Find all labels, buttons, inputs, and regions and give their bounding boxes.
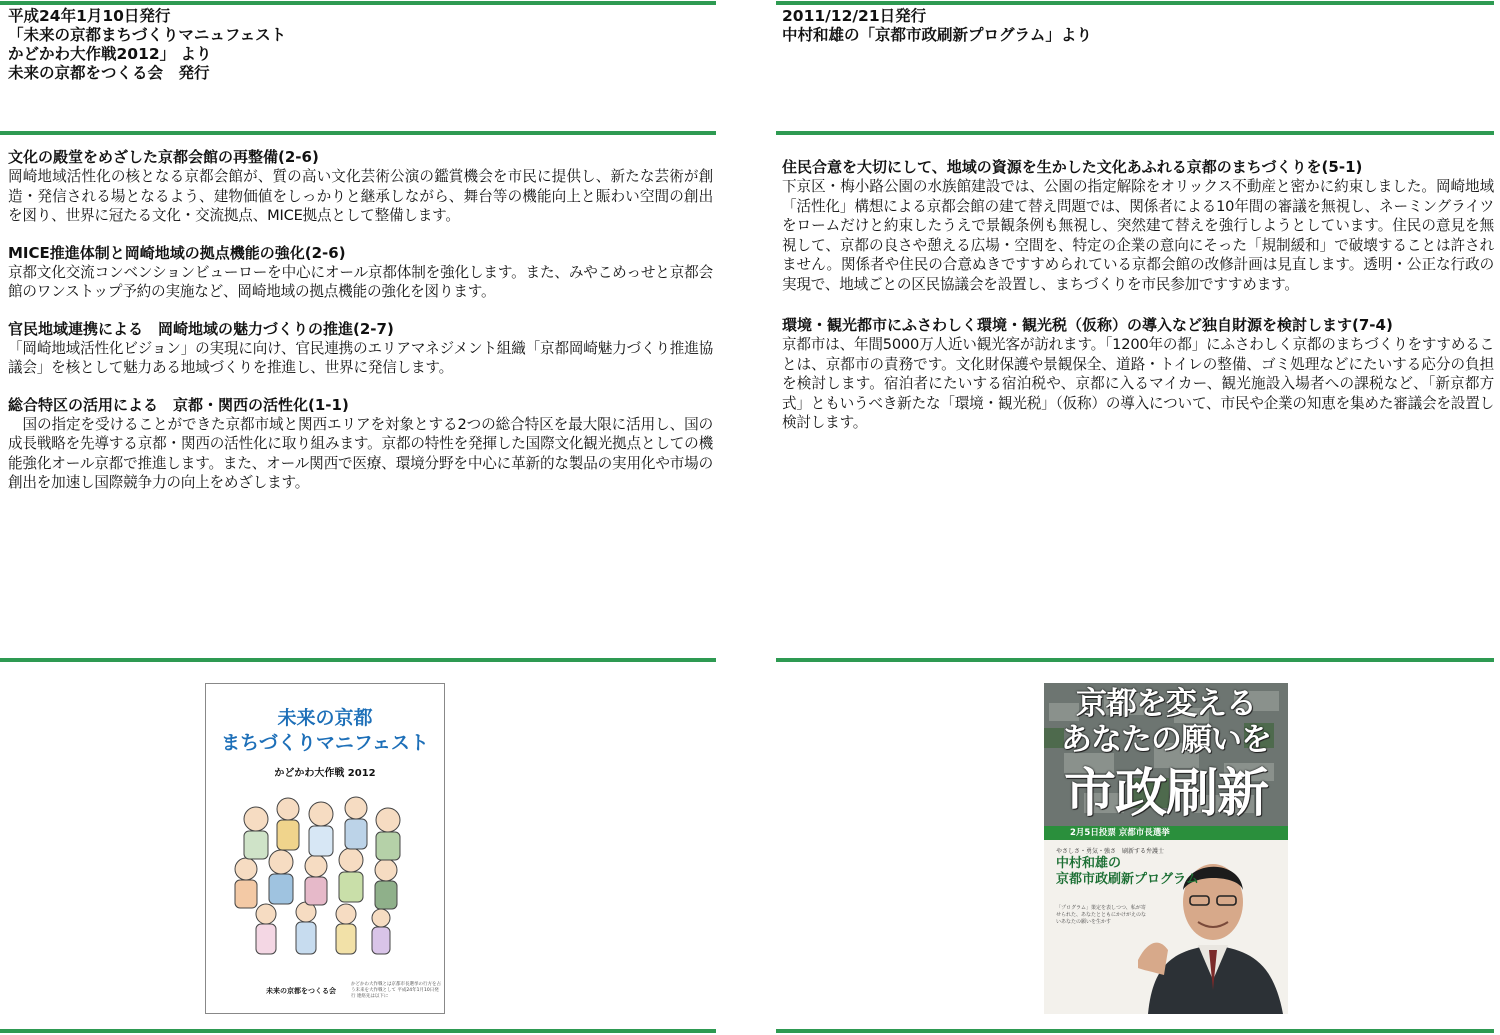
divider bbox=[0, 658, 716, 662]
divider bbox=[776, 131, 1494, 135]
section-body: 京都市は、年間5000万人近い観光客が訪れます。「1200年の都」にふさわしく京都のまちづくりをすすめることは、京都市の責務です。文化財保護や景観保全、道路・トイレの整備、ゴミ処理などにたいする応分の負担を検討します。宿泊者にたいする宿泊税や、京都に入るマイカー、観光施設入場者への課税など、「新京都方式」ともいうべき新たな「環境・観光税」（仮称）の導入について、市民や企業の知恵を集めた審議会を設置し検討します。 bbox=[782, 336, 1494, 431]
section-title: 文化の殿堂をめざした京都会館の再整備(2-6) bbox=[8, 148, 319, 166]
divider bbox=[0, 131, 716, 135]
right-header-line: 2011/12/21日発行 bbox=[782, 7, 927, 25]
divider bbox=[776, 658, 1494, 662]
section bbox=[8, 396, 713, 493]
section-title: MICE推進体制と岡崎地域の拠点機能の強化(2-6) bbox=[8, 243, 346, 262]
cover-publisher: 未来の京都をつくる会 bbox=[266, 987, 336, 995]
section-body: 岡崎地域活性化の核となる京都会館が、質の高い文化芸術公演の鑑賞機会を市民に提供し、新たな芸術が創造・発信される場となるよう、建物価値をしっかりと継承しながら、舞台等の機能向上と賑わい空間の創出を図り、世界に冠たる文化・交流拠点、MICE拠点として整備します。 bbox=[8, 168, 713, 224]
section bbox=[8, 244, 713, 302]
right-sections bbox=[782, 158, 1494, 451]
cover-tagline: やさしさ・勇気・強さ 刷新する弁護士 bbox=[1056, 848, 1165, 855]
people-illustration bbox=[206, 784, 444, 974]
cover-election-band: 2月5日投票 京都市長選挙 bbox=[1044, 826, 1288, 840]
left-sections bbox=[8, 148, 713, 511]
section-body: 国の指定を受けることができた京都市域と関西エリアを対象とする2つの総合特区を最大限に活用し、国の成長戦略を先導する京都・関西の活性化に取り組みます。京都の特性を発揮した国際文化観光拠点としての機能強化オール京都で推進します。また、オール関西で医療、環境分野を中心に革新的な製品の実用化や市場の創出を加速し国際競争力の向上をめざします。 bbox=[8, 415, 713, 491]
cover-headline-1: 京都を変える bbox=[1076, 686, 1256, 722]
divider bbox=[776, 1029, 1494, 1033]
section bbox=[8, 320, 713, 378]
cover-title: 未来の京都 まちづくりマニフェスト bbox=[221, 707, 429, 754]
cover-program-title: 中村和雄の 京都市政刷新プログラム bbox=[1056, 856, 1199, 887]
section-body: 「岡崎地域活性化ビジョン」の実現に向け、官民連携のエリアマネジメント組織「京都岡崎魅力づくり推進協議会」を核として魅力ある地域づくりを推進し、世界に発信します。 bbox=[8, 339, 713, 376]
cover-headline-2: あなたの願いを bbox=[1061, 722, 1271, 758]
cover-quote: 「プログラム」策定を表しつつ、私が寄せられた、あなたとともにかけがえのないあなたの願いを生かす bbox=[1056, 905, 1147, 925]
section bbox=[782, 316, 1494, 433]
section-body: 下京区・梅小路公園の水族館建設では、公園の指定解除をオリックス不動産と密かに約束しました。岡崎地域「活性化」構想による京都会館の建て替え問題では、関係者による10年間の審議を無視し、ネーミングライツをロームだけと約束したうえで景観条例も無視し、突然建て替えを強行しようとしています。住民の意見を無視して、京都の良さや憩える広場・空間を、特定の企業の意向にそった「規制緩和」で破壊することは許されません。関係者や住民の合意ぬきですすめられている京都会館の改修計画は見直します。透明・公正な行政の実現で、地域ごとの区民協議会を設置し、まちづくりを市民参加ですすめます。 bbox=[782, 178, 1494, 293]
divider bbox=[0, 1, 716, 5]
section-title: 官民地域連携による 岡崎地域の魅力づくりの推進(2-7) bbox=[8, 319, 394, 338]
section-title: 住民合意を大切にして、地域の資源を生かした文化あふれる京都のまちづくりを(5-1) bbox=[782, 158, 1363, 176]
left-header bbox=[8, 7, 713, 83]
program-cover-image bbox=[1044, 683, 1288, 1014]
right-header-line: 中村和雄の「京都市政刷新プログラム」より bbox=[782, 26, 1092, 44]
left-header-line: かどかわ大作戦2012」 より bbox=[8, 45, 212, 63]
divider bbox=[776, 1, 1494, 5]
section bbox=[8, 148, 713, 226]
right-header bbox=[782, 7, 1494, 45]
manifesto-cover-image bbox=[205, 683, 445, 1014]
section-title: 総合特区の活用による 京都・関西の活性化(1-1) bbox=[8, 395, 349, 414]
divider bbox=[0, 1029, 716, 1033]
left-header-line: 平成24年1月10日発行 bbox=[8, 7, 171, 25]
cover-headline-3: 市政刷新 bbox=[1063, 764, 1268, 824]
section bbox=[782, 158, 1494, 294]
section-title: 環境・観光都市にふさわしく環境・観光税（仮称）の導入など独自財源を検討します(7-4) bbox=[782, 316, 1393, 334]
left-header-line: 「未来の京都まちづくりマニュフェスト bbox=[8, 26, 287, 44]
section-body: 京都文化交流コンベンションビューローを中心にオール京都体制を強化します。また、みやこめっせと京都会館のワンストップ予約の実施など、岡崎地域の拠点機能の強化を図ります。 bbox=[8, 263, 713, 300]
left-header-line: 未来の京都をつくる会 発行 bbox=[8, 64, 210, 82]
cover-note: かどかわ大作戦とは京都市長選挙の行方を占う未来を大作戦として 平成24年1月10日発行 連絡先は以下に bbox=[351, 982, 441, 999]
cover-subtitle: かどかわ大作戦 2012 bbox=[274, 768, 376, 779]
